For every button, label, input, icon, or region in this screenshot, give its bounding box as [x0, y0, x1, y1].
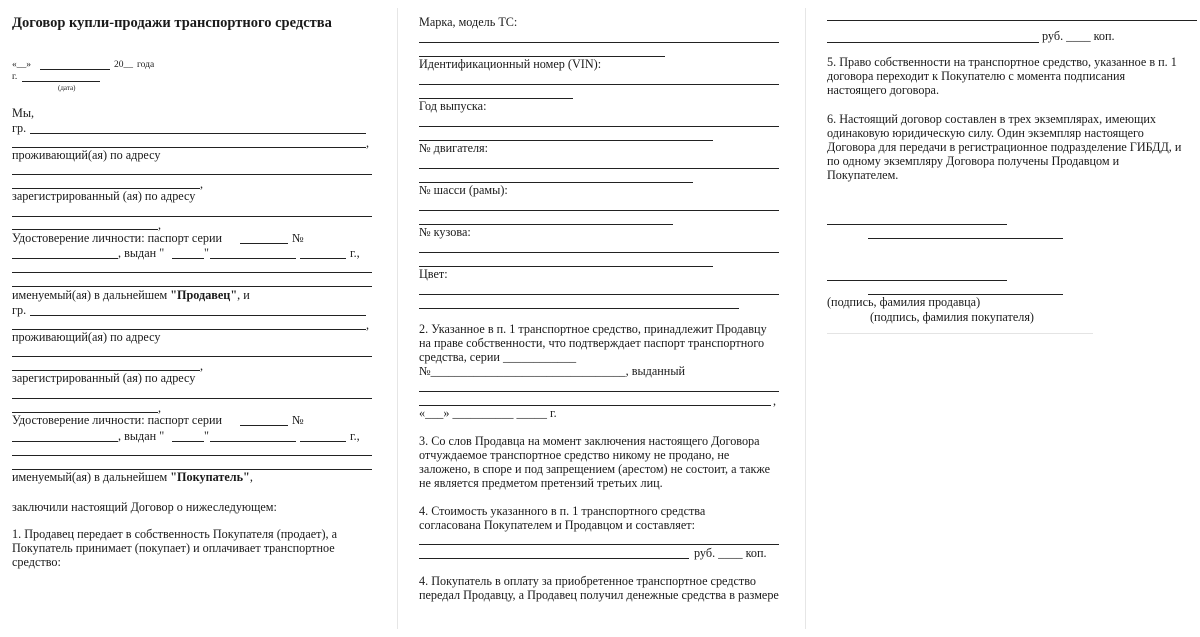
date-year-suffix: года: [137, 60, 155, 70]
seller-name-line: [30, 133, 366, 134]
comma: ,: [366, 136, 370, 150]
seller-issuer-line: [12, 272, 372, 273]
payment-words-line: [827, 42, 1039, 43]
seller-issue-month-line: [210, 258, 296, 259]
number-sign: №: [292, 231, 304, 245]
seller-passport-series-line: [240, 243, 288, 244]
divider: [827, 333, 1093, 334]
vehicle-body-label: № кузова:: [419, 225, 471, 239]
column-seller-buyer: [0, 0, 395, 637]
buyer-issuer-line: [12, 455, 372, 456]
city-prefix: г.: [12, 72, 18, 82]
seller-issued-label: , выдан ": [118, 246, 165, 260]
vehicle-body-line: [419, 266, 713, 267]
seller-registered-label: зарегистрированный (ая) по адресу: [12, 189, 196, 203]
date-hint: (дата): [58, 84, 76, 92]
comma: ,: [773, 394, 777, 408]
seller-address-line: [12, 174, 372, 175]
vehicle-model-line: [419, 42, 779, 43]
vehicle-color-line: [419, 308, 739, 309]
year-suffix: г.,: [350, 246, 360, 260]
vehicle-body-line: [419, 252, 779, 253]
we-label: Мы,: [12, 106, 35, 120]
clause-4-price: 4. Стоимость указанного в п. 1 транспортного средства согласована Покупателем и Продавцом и составляет:: [419, 504, 706, 532]
column-vehicle: [398, 0, 803, 637]
seller-issue-year-line: [300, 258, 346, 259]
vehicle-year-line: [419, 126, 779, 127]
vehicle-engine-label: № двигателя:: [419, 141, 489, 155]
vehicle-chassis-line: [419, 210, 779, 211]
clause-2: 2. Указанное в п. 1 транспортное средство, принадлежит Продавцу на праве собственности, что подтверждает паспорт транспортного средства, серии ____________: [419, 322, 767, 364]
seller-passport-number-line: [12, 258, 118, 259]
vehicle-engine-line: [419, 168, 779, 169]
comma: ,: [366, 318, 370, 332]
seller-reg-line: [12, 229, 158, 230]
buyer-issue-year-line: [300, 441, 346, 442]
clause-3: 3. Со слов Продавца на момент заключения настоящего Договора отчуждаемое транспортное средство никому не продано, не заложено, в споре и под запрещением (арестом) не состоит, а также не является предметом претензий третьих лиц.: [419, 434, 771, 490]
comma: ,: [158, 401, 162, 415]
clause-1: 1. Продавец передает в собственность Покупателя (продает), а Покупатель принимает (покупает) и оплачивает транспортное средство:: [12, 527, 338, 569]
buyer-signature-caption: (подпись, фамилия покупателя): [870, 310, 1034, 324]
vehicle-color-line: [419, 294, 779, 295]
city-line: [22, 81, 100, 82]
buyer-passport-number-line: [12, 441, 118, 442]
buyer-address-line: [12, 356, 372, 357]
buyer-registered-label: зарегистрированный (ая) по адресу: [12, 371, 196, 385]
comma: ,: [200, 177, 204, 191]
seller-signature-caption: (подпись, фамилия продавца): [827, 295, 981, 309]
date-day: «__»: [12, 60, 31, 70]
payment-rub-kop: руб. ____ коп.: [1042, 29, 1115, 43]
clause-5: 5. Право собственности на транспортное средство, указанное в п. 1 договора переходит к Покупателю с момента подписания настоящего договора.: [827, 55, 1177, 97]
vehicle-vin-line: [419, 84, 779, 85]
buyer-citizen-label: гр.: [12, 303, 27, 317]
clause-2-issuer-line: [419, 391, 779, 392]
buyer-issue-day-line: [172, 441, 204, 442]
buyer-named-label: именуемый(ая) в дальнейшем "Покупатель",: [12, 470, 253, 484]
clause-2-number: №________________________________, выданный: [419, 364, 686, 378]
buyer-reg-line: [12, 398, 372, 399]
seller-passport-label: Удостоверение личности: паспорт серии: [12, 231, 222, 245]
number-sign: №: [292, 413, 304, 427]
vehicle-model-label: Марка, модель ТС:: [419, 15, 518, 29]
intro-text: заключили настоящий Договор о нижеследующем:: [12, 500, 277, 514]
buyer-name-line: [30, 315, 366, 316]
buyer-signature-line: [868, 238, 1063, 239]
page-title: Договор купли-продажи транспортного средства: [12, 15, 332, 31]
vehicle-chassis-label: № шасси (рамы):: [419, 183, 508, 197]
seller-name-sign-line: [827, 280, 1007, 281]
column-final: [806, 0, 1200, 637]
buyer-issued-label: , выдан ": [118, 429, 165, 443]
seller-issue-day-line: [172, 258, 204, 259]
vehicle-color-label: Цвет:: [419, 267, 448, 281]
comma: ,: [200, 359, 204, 373]
price-words-line: [419, 544, 779, 545]
payment-words-line: [827, 20, 1197, 21]
price-rub-kop: руб. ____ коп.: [694, 546, 767, 560]
seller-issuer-line: [12, 286, 372, 287]
seller-citizen-label: гр.: [12, 121, 27, 135]
quote-close: ": [204, 246, 209, 260]
seller-signature-line: [827, 224, 1007, 225]
vehicle-vin-label: Идентификационный номер (VIN):: [419, 57, 602, 71]
seller-reg-line: [12, 216, 372, 217]
clause-6: 6. Настоящий договор составлен в трех экземплярах, имеющих одинаковую юридическую силу. Один экземпляр настоящего Договора для передачи в регистрационное подразделение ГИБДД, и по одному экземпляру Договора получены Продавцом и Покупателем.: [827, 112, 1182, 182]
price-words-line: [419, 558, 689, 559]
year-suffix: г.,: [350, 429, 360, 443]
clause-2-date: «___» __________ _____ г.: [419, 406, 557, 420]
vehicle-year-label: Год выпуска:: [419, 99, 487, 113]
buyer-passport-label: Удостоверение личности: паспорт серии: [12, 413, 222, 427]
seller-living-label: проживающий(ая) по адресу: [12, 148, 161, 162]
date-year-prefix: 20__: [114, 60, 133, 70]
buyer-living-label: проживающий(ая) по адресу: [12, 330, 161, 344]
date-month-line: [40, 69, 110, 70]
clause-4-payment: 4. Покупатель в оплату за приобретенное транспортное средство передал Продавцу, а Продавец получил денежные средства в размере: [419, 574, 779, 602]
buyer-passport-series-line: [240, 425, 288, 426]
buyer-issue-month-line: [210, 441, 296, 442]
seller-named-label: именуемый(ая) в дальнейшем "Продавец", и: [12, 288, 250, 302]
quote-close: ": [204, 429, 209, 443]
comma: ,: [158, 218, 162, 232]
